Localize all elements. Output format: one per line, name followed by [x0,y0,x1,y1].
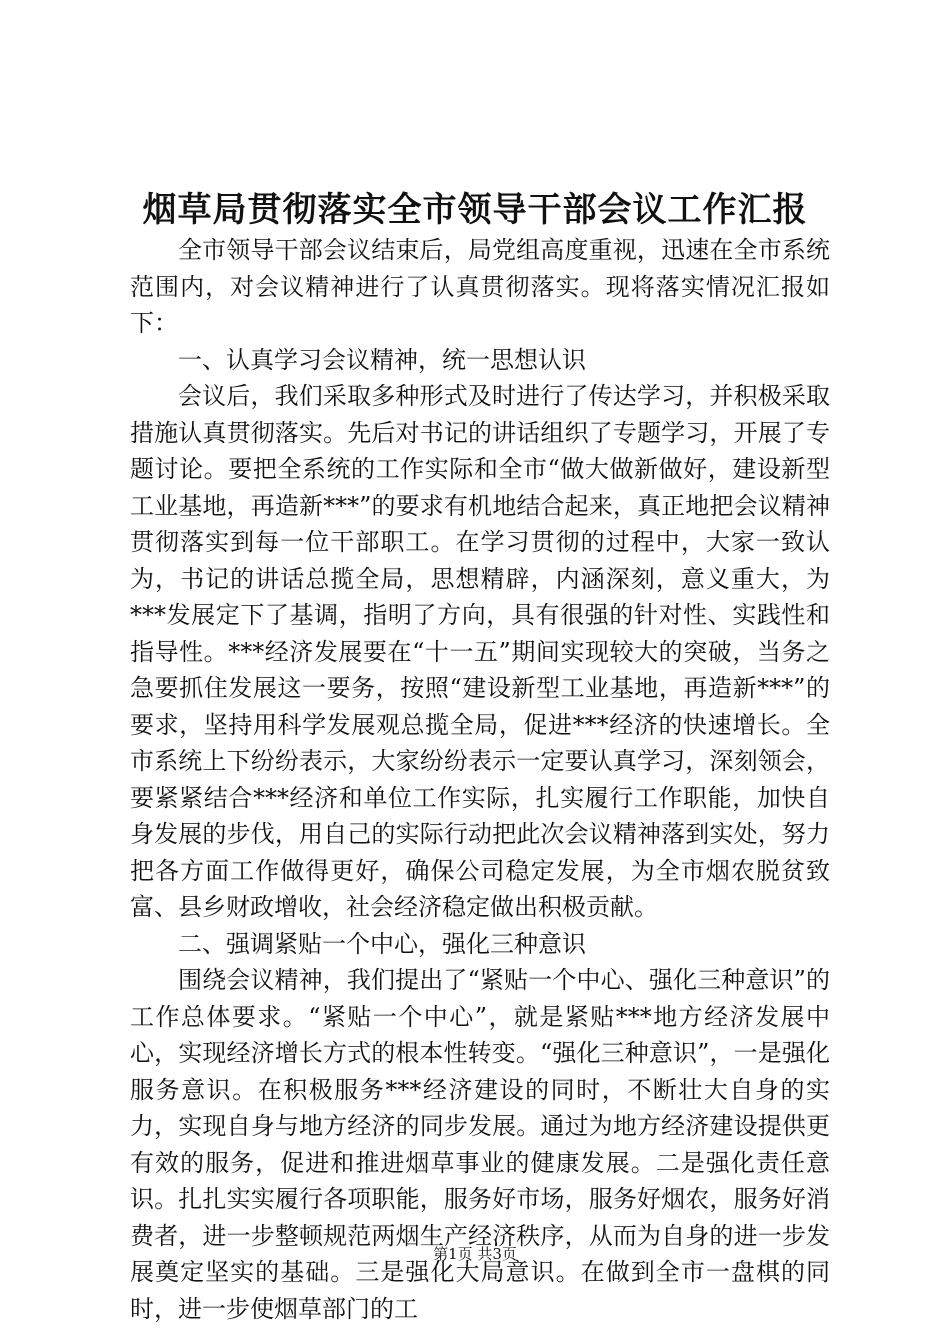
section-2-paragraph: 围绕会议精神，我们提出了“紧贴一个中心、强化三种意识”的工作总体要求。“紧贴一个中心”，就是紧贴***地方经济发展中心，实现经济增长方式的根本性转变。“强化三种意识”，一是强化服务意识。在积极服务***经济建设的同时，不断壮大自身的实力，实现自身与地方经济的同步发展。通过为地方经济建设提供更有效的服务，促进和推进烟草事业的健康发展。二是强化责任意识。扎扎实实履行各项职能，服务好市场，服务好烟农，服务好消费者，进一步整顿规范两烟生产经济秩序，从而为自身的进一步发展奠定坚实的基础。三是强化大局意识。在做到全市一盘棋的同时，进一步使烟草部门的工 [130,966,830,1323]
document-title: 烟草局贯彻落实全市领导干部会议工作汇报 [142,190,808,230]
page-number-footer: 第1页 共3页 [433,1245,517,1263]
intro-paragraph: 全市领导干部会议结束后，局党组高度重视，迅速在全市系统范围内，对会议精神进行了认真贯彻落实。现将落实情况汇报如下： [130,236,830,337]
section-heading-1: 一、认真学习会议精神，统一思想认识 [178,345,586,374]
document-body [130,232,830,1327]
section-heading-2: 二、强调紧贴一个中心，强化三种意识 [178,929,586,958]
section-1-paragraph: 会议后，我们采取多种形式及时进行了传达学习，并积极采取措施认真贯彻落实。先后对书记的讲话组织了专题学习，开展了专题讨论。要把全系统的工作实际和全市“做大做新做好，建设新型工业基地，再造新***”的要求有机地结合起来，真正地把会议精神贯彻落实到每一位干部职工。在学习贯彻的过程中，大家一致认为，书记的讲话总揽全局，思想精辟，内涵深刻，意义重大，为***发展定下了基调，指明了方向，具有很强的针对性、实践性和指导性。***经济发展要在“十一五”期间实现较大的突破，当务之急要抓住发展这一要务，按照“建设新型工业基地，再造新***”的要求，坚持用科学发展观总揽全局，促进***经济的快速增长。全市系统上下纷纷表示，大家纷纷表示一定要认真学习，深刻领会，要紧紧结合***经济和单位工作实际，扎实履行工作职能，加快自身发展的步伐，用自己的实际行动把此次会议精神落到实处，努力把各方面工作做得更好，确保公司稳定发展，为全市烟农脱贫致富、县乡财政增收，社会经济稳定做出积极贡献。 [130,382,830,921]
